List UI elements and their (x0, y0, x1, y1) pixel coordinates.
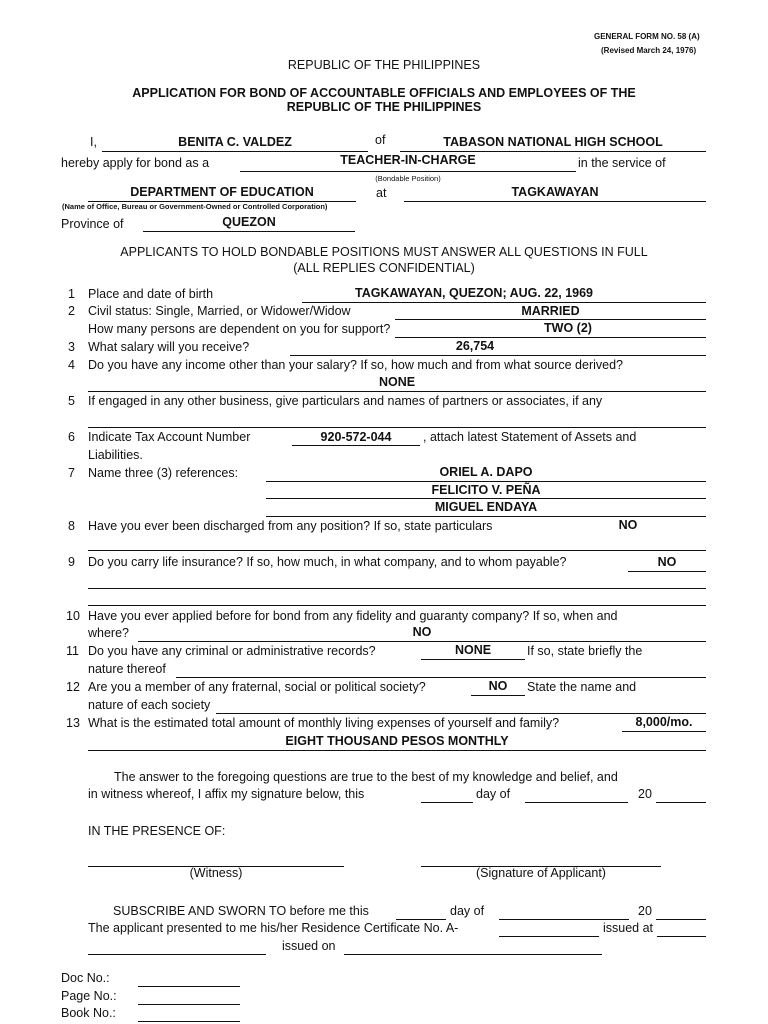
q11-number: 11 (66, 644, 79, 658)
q6-text-after: , attach latest Statement of Assets and (423, 430, 637, 444)
q10-number: 10 (66, 609, 80, 623)
q1-number: 1 (68, 287, 75, 301)
q12-line (216, 713, 706, 714)
q7-text: Name three (3) references: (88, 466, 239, 480)
q4-number: 4 (68, 358, 75, 372)
q6-number: 6 (68, 430, 75, 444)
q8-answer: NO (618, 518, 638, 532)
q12-answer: NO (488, 679, 508, 693)
q13-answer-line (622, 731, 706, 732)
school-name: TABASON NATIONAL HIGH SCHOOL (443, 135, 663, 149)
form-number: GENERAL FORM NO. 58 (A) (594, 32, 700, 41)
province: QUEZON (222, 215, 276, 229)
position-line (240, 171, 576, 172)
tax-account-number: 920-572-044 (320, 430, 392, 444)
subscribe-year-prefix: 20 (638, 904, 652, 918)
q2-answer2: TWO (2) (544, 321, 592, 335)
q13-line (88, 750, 706, 751)
q12-text-after: State the name and (527, 680, 637, 694)
province-line (143, 231, 355, 232)
subscribe-day-of: day of (450, 904, 485, 918)
q4-answer: NONE (378, 375, 416, 389)
instructions-line2: (ALL REPLIES CONFIDENTIAL) (293, 261, 475, 275)
q13-answer2: EIGHT THOUSAND PESOS MONTHLY (285, 734, 509, 748)
subscribe-day-line (396, 919, 446, 920)
issued-on-label: issued on (282, 939, 336, 953)
applicant-name: BENITA C. VALDEZ (178, 135, 292, 149)
declaration-month-line (525, 802, 628, 803)
q3-line (290, 355, 706, 356)
form-title-line2: REPUBLIC OF THE PHILIPPINES (286, 100, 482, 114)
q6-text2: Liabilities. (88, 448, 143, 462)
q5-line (88, 427, 706, 428)
q11-line (176, 677, 706, 678)
q11-text-after: If so, state briefly the (527, 644, 643, 658)
q8-line (88, 550, 706, 551)
q9-line2 (88, 605, 706, 606)
q9-text: Do you carry life insurance? If so, how much, in what company, and to whom payable? (88, 555, 567, 569)
bondable-position: TEACHER-IN-CHARGE (340, 153, 476, 167)
q11-answer-line (421, 659, 525, 660)
declaration-day-of: day of (476, 787, 511, 801)
witness-caption: (Witness) (189, 866, 243, 880)
q13-text: What is the estimated total amount of monthly living expenses of yourself and family? (88, 716, 560, 730)
q11-text: Do you have any criminal or administrative records? (88, 644, 376, 658)
reference-1: ORIEL A. DAPO (439, 465, 533, 479)
doc-no-label: Doc No.: (61, 971, 110, 985)
q1-answer: TAGKAWAYAN, QUEZON; AUG. 22, 1969 (354, 286, 594, 300)
q8-text: Have you ever been discharged from any position? If so, state particulars (88, 519, 493, 533)
instructions-line1: APPLICANTS TO HOLD BONDABLE POSITIONS MUST ANSWER ALL QUESTIONS IN FULL (120, 245, 648, 259)
q1-line (302, 302, 706, 303)
q9-answer-line (628, 571, 706, 572)
q5-text: If engaged in any other business, give particulars and names of partners or associates, if any (88, 394, 603, 408)
presence-label: IN THE PRESENCE OF: (88, 824, 226, 838)
q2-line (395, 319, 706, 320)
q12-number: 12 (66, 680, 80, 694)
q3-number: 3 (68, 340, 75, 354)
school-line (400, 151, 706, 152)
q3-text: What salary will you receive? (88, 340, 250, 354)
q4-line (88, 391, 706, 392)
reference-3-line (266, 516, 706, 517)
q2-line2 (395, 337, 706, 338)
i-label: I, (90, 135, 97, 149)
page-no-line (138, 1004, 240, 1005)
q2-number: 2 (68, 304, 75, 318)
q5-number: 5 (68, 394, 75, 408)
issued-at-line2 (88, 954, 266, 955)
q1-text: Place and date of birth (88, 287, 214, 301)
q12-text2: nature of each society (88, 698, 211, 712)
q12-answer-line (471, 695, 525, 696)
q10-answer: NO (412, 625, 432, 639)
reference-3: MIGUEL ENDAYA (434, 500, 538, 514)
q2-text2: How many persons are dependent on you for support? (88, 322, 391, 336)
q10-line (138, 641, 706, 642)
q9-line (88, 588, 706, 589)
q10-text: Have you ever applied before for bond from any fidelity and guaranty company? If so, when and (88, 609, 618, 623)
subscribe-month-line (499, 919, 629, 920)
q12-text: Are you a member of any fraternal, social or political society? (88, 680, 426, 694)
subscribe-year-line (656, 919, 706, 920)
applicant-name-line (102, 151, 368, 152)
q13-answer: 8,000/mo. (635, 715, 693, 729)
q7-number: 7 (68, 466, 75, 480)
q9-answer: NO (657, 555, 677, 569)
subscribe-text: SUBSCRIBE AND SWORN TO before me this (113, 904, 369, 918)
declaration-year-prefix: 20 (638, 787, 652, 801)
issued-on-line (344, 954, 602, 955)
book-no-line (138, 1021, 240, 1022)
location-line (404, 201, 706, 202)
q6-line (292, 445, 420, 446)
form-title-line1: APPLICATION FOR BOND OF ACCOUNTABLE OFFICIALS AND EMPLOYEES OF THE (132, 86, 636, 100)
reference-2: FELICITO V. PEÑA (431, 483, 541, 497)
q2-answer: MARRIED (521, 304, 580, 318)
declaration-line2: in witness whereof, I affix my signature below, this (88, 787, 365, 801)
q3-answer: 26,754 (455, 339, 495, 353)
issued-at-line (657, 936, 706, 937)
reference-1-line (266, 481, 706, 482)
declaration-line1: The answer to the foregoing questions are true to the best of my knowledge and belief, and (114, 770, 618, 784)
of-label: of (375, 133, 386, 147)
doc-no-line (138, 986, 240, 987)
q13-number: 13 (66, 716, 80, 730)
q6-text: Indicate Tax Account Number (88, 430, 251, 444)
q8-number: 8 (68, 519, 75, 533)
page-no-label: Page No.: (61, 989, 117, 1003)
declaration-year-line (656, 802, 706, 803)
signature-caption: (Signature of Applicant) (476, 866, 606, 880)
q11-text2: nature thereof (88, 662, 166, 676)
location: TAGKAWAYAN (511, 185, 599, 199)
office-name: DEPARTMENT OF EDUCATION (130, 185, 314, 199)
residence-text: The applicant presented to me his/her Residence Certificate No. A- (88, 921, 459, 935)
residence-number-line (499, 936, 599, 937)
apply-label: hereby apply for bond as a (61, 156, 210, 170)
office-caption: (Name of Office, Bureau or Government-Owned or Controlled Corporation) (62, 202, 328, 211)
declaration-day-line (421, 802, 473, 803)
service-label: in the service of (578, 156, 666, 170)
q10-text2: where? (88, 626, 129, 640)
q2-text: Civil status: Single, Married, or Widower/Widow (88, 304, 351, 318)
province-label: Province of (61, 217, 124, 231)
reference-2-line (266, 498, 706, 499)
q11-answer: NONE (454, 643, 492, 657)
republic-heading: REPUBLIC OF THE PHILIPPINES (287, 58, 481, 72)
q4-text: Do you have any income other than your salary? If so, how much and from what source derived? (88, 358, 624, 372)
revised-date: (Revised March 24, 1976) (601, 46, 697, 55)
issued-at-label: issued at (603, 921, 654, 935)
at-label: at (376, 186, 387, 200)
bondable-caption: (Bondable Position) (375, 174, 441, 183)
book-no-label: Book No.: (61, 1006, 116, 1020)
q9-number: 9 (68, 555, 75, 569)
